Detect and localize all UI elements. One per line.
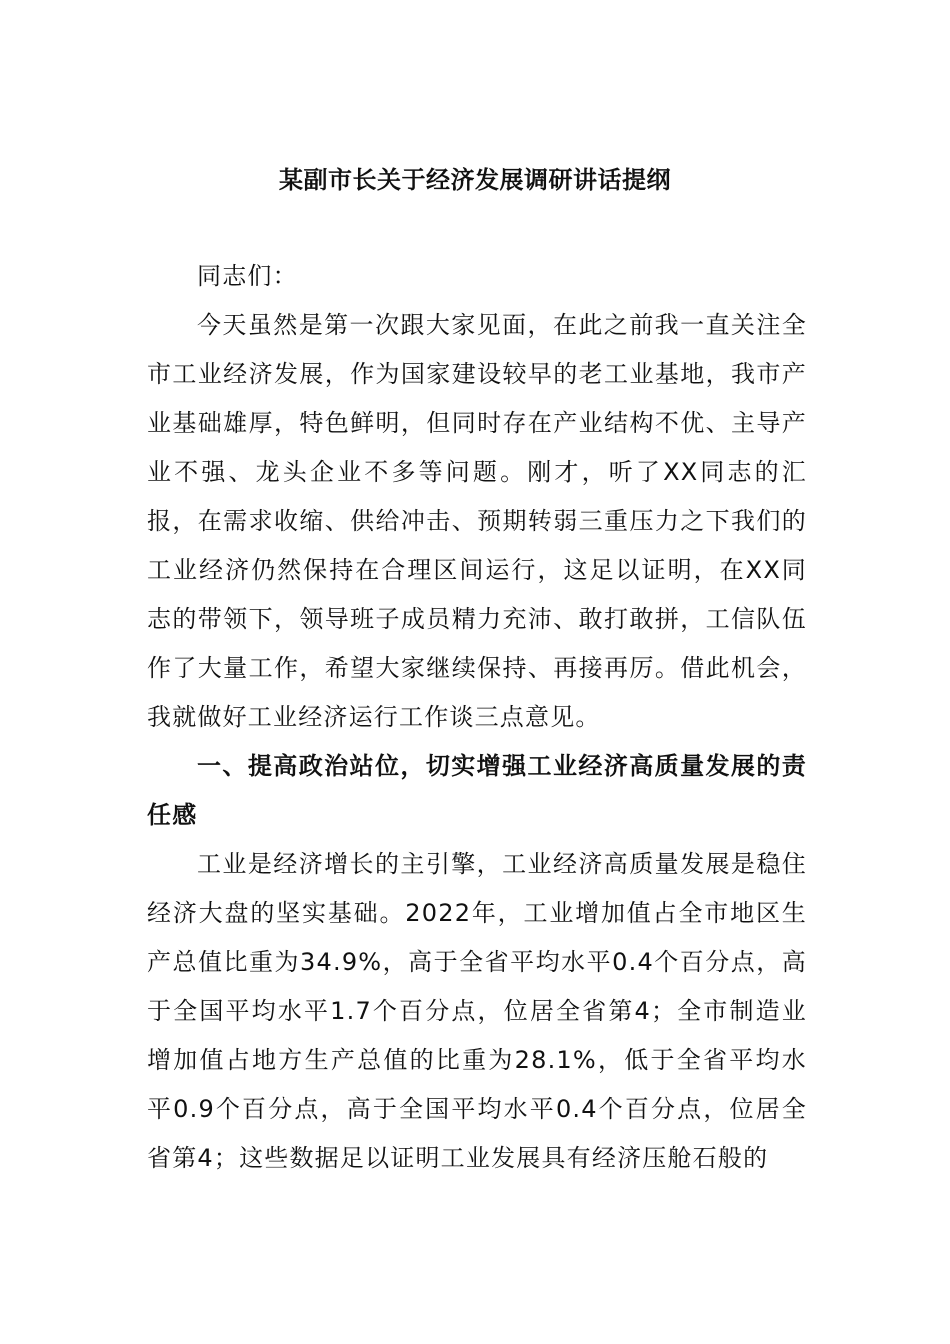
intro-paragraph: 今天虽然是第一次跟大家见面，在此之前我一直关注全市工业经济发展，作为国家建设较早的老工业基地，我市产业基础雄厚，特色鲜明，但同时存在产业结构不优、主导产业不强、龙头企业不多等问题。刚才，听了XX同志的汇报，在需求收缩、供给冲击、预期转弱三重压力之下我们的工业经济仍然保持在合理区间运行，这足以证明，在XX同志的带领下，领导班子成员精力充沛、敢打敢拼，工信队伍作了大量工作，希望大家继续保持、再接再厉。借此机会，我就做好工业经济运行工作谈三点意见。: [147, 311, 807, 731]
document-body: [147, 252, 807, 1183]
section-paragraph: 工业是经济增长的主引擎，工业经济高质量发展是稳住经济大盘的坚实基础。2022年，工业增加值占全市地区生产总值比重为34.9%，高于全省平均水平0.4个百分点，高于全国平均水平1.7个百分点，位居全省第4；全市制造业增加值占地方生产总值的比重为28.1%，低于全省平均水平0.9个百分点，高于全国平均水平0.4个百分点，位居全省第4；这些数据足以证明工业发展具有经济压舱石般的: [147, 850, 807, 1172]
document-title: 某副市长关于经济发展调研讲话提纲: [279, 166, 671, 194]
section-heading: 一、提高政治站位，切实增强工业经济高质量发展的责任感: [147, 752, 807, 829]
greeting: 同志们：: [197, 262, 298, 290]
